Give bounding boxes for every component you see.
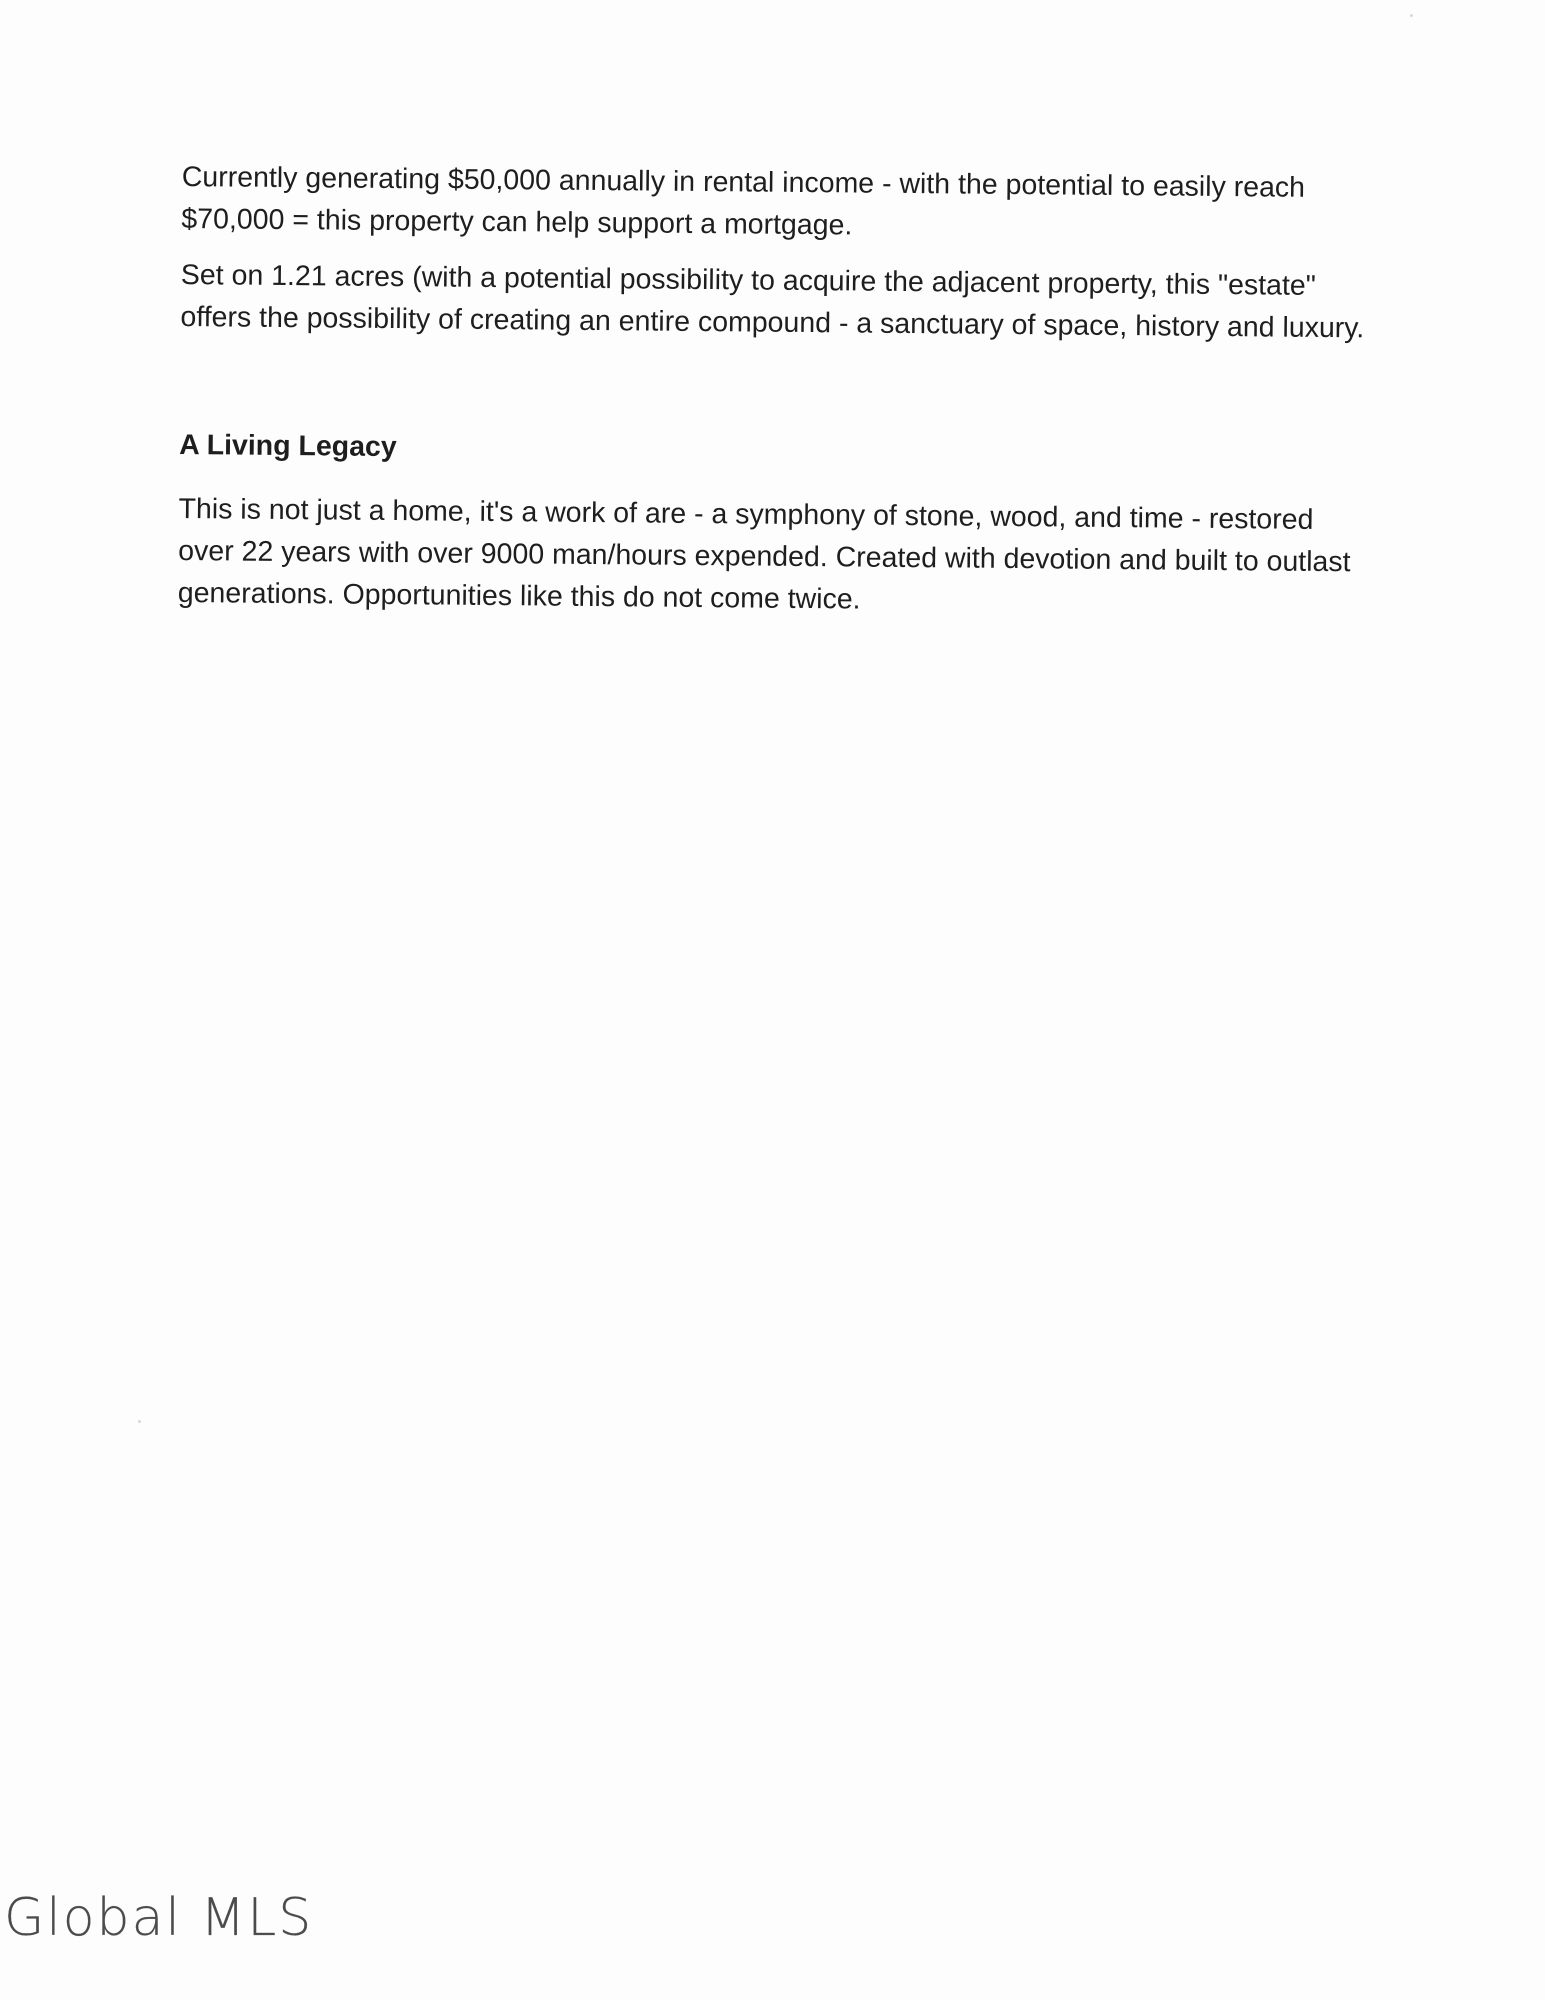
global-mls-watermark: Global MLS xyxy=(4,1888,314,1948)
living-legacy-paragraph: This is not just a home, it's a work of are - a symphony of stone, wood, and time - restored over 22 years with over 9000 man/hours expended. Created with devotion and built to outlast generations. Opportunities like this do not come twice. xyxy=(177,492,1351,616)
section-heading: A Living Legacy xyxy=(179,428,397,464)
rental-income-paragraph: Currently generating $50,000 annually in rental income - with the potential to easily reach $70,000 = this property can help support a mortgage. xyxy=(181,160,1306,242)
scan-speck xyxy=(138,1420,141,1423)
acreage-paragraph: Set on 1.21 acres (with a potential possibility to acquire the adjacent property, this "estate" offers the possibility of creating an entire compound - a sanctuary of space, history and luxury. xyxy=(180,258,1365,345)
scan-speck xyxy=(1410,14,1413,17)
document-body xyxy=(177,156,1376,639)
